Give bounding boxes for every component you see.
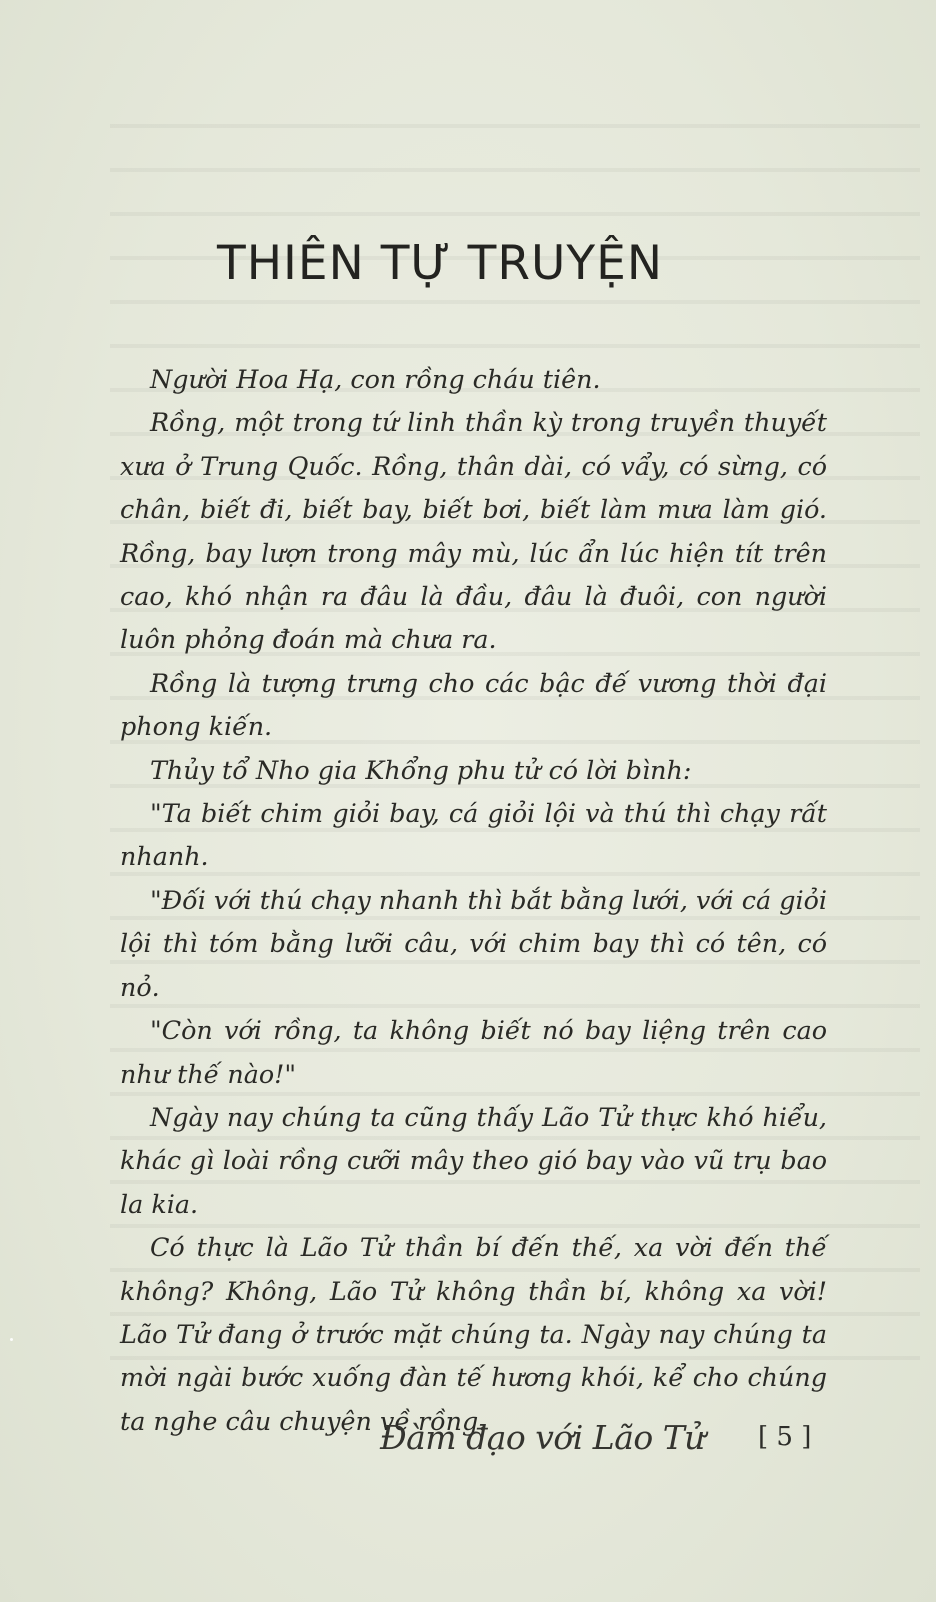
running-book-title: Đàm đạo với Lão Tử	[380, 1418, 706, 1457]
chapter-title: THIÊN TỰ TRUYỆN	[216, 236, 663, 291]
paragraph: Rồng, một trong tứ linh thần kỳ trong truyền thuyết xưa ở Trung Quốc. Rồng, thân dài, có vẩy, có sừng, có chân, biết đi, biết bay, biết bơi, biết làm mưa làm gió. Rồng, bay lượn trong mây mù, lúc ẩn lúc hiện tít trên cao, khó nhận ra đâu là đầu, đâu là đuôi, con người luôn phỏng đoán mà chưa ra.	[120, 407, 827, 655]
paragraph: Thủy tổ Nho gia Khổng phu tử có lời bình:	[150, 754, 692, 785]
page-footer	[0, 1418, 936, 1488]
paragraph: "Còn với rồng, ta không biết nó bay liệng trên cao như thế nào!"	[120, 1015, 827, 1089]
paragraph: "Đối với thú chạy nhanh thì bắt bằng lưới, với cá giỏi lội thì tóm bằng lưỡi câu, với chim bay thì có tên, có nỏ.	[120, 884, 827, 1002]
page-number: [ 5 ]	[758, 1422, 812, 1452]
paragraph: "Ta biết chim giỏi bay, cá giỏi lội và thú thì chạy rất nhanh.	[120, 798, 827, 872]
paragraph: Rồng là tượng trưng cho các bậc đế vương thời đại phong kiến.	[120, 667, 827, 742]
paragraph: Ngày nay chúng ta cũng thấy Lão Tử thực khó hiểu, khác gì loài rồng cưỡi mây theo gió bay vào vũ trụ bao la kia.	[120, 1101, 827, 1219]
body-text	[120, 358, 827, 1443]
paragraph: Người Hoa Hạ, con rồng cháu tiên.	[150, 364, 601, 394]
paragraph: Có thực là Lão Tử thần bí đến thế, xa vời đến thế không? Không, Lão Tử không thần bí, không xa vời! Lão Tử đang ở trước mặt chúng ta. Ngày nay chúng ta mời ngài bước xuống đàn tế hương khói, kể cho chúng ta nghe câu chuyện về rồng.	[120, 1232, 827, 1436]
paper-speck	[10, 1338, 13, 1341]
